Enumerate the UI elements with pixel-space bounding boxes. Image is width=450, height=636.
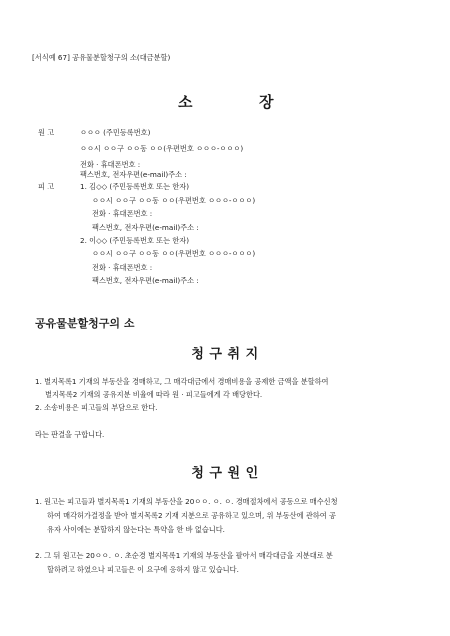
defendant-1-fax-email: 팩스번호, 전자우편(e-mail)주소 :	[92, 223, 199, 232]
claim-purpose-heading: 청 구 취 지	[191, 347, 259, 362]
plaintiff-phone: 전화 · 휴대폰번호 :	[80, 160, 141, 169]
claim-purpose-item-1-line-2: 별지목록2 기재의 공유지분 비율에 따라 원 · 피고들에게 각 배당한다.	[45, 390, 263, 399]
defendant-2-fax-email: 팩스번호, 전자우편(e-mail)주소 :	[92, 276, 199, 285]
defendant-1-phone: 전화 · 휴대폰번호 :	[92, 209, 153, 218]
claim-cause-item-1-line-2: 하여 매각허가결정을 받아 별지목록2 기재 지분으로 공유하고 있으며, 위 부동산에 관하여 공	[47, 511, 336, 520]
defendant-1-address: ㅇㅇ시 ㅇㅇ구 ㅇㅇ동 ㅇㅇ(우편번호 ㅇㅇㅇ-ㅇㅇㅇ)	[92, 196, 256, 205]
claim-cause-item-2-line-1: 2. 그 뒤 원고는 20ㅇㅇ. ㅇ. 초순경 별지목록1 기재의 부동산을 팔아서 매각대금을 지분대로 분	[35, 551, 333, 560]
claim-purpose-item-1-line-1: 1. 별지목록1 기재의 부동산을 경매하고, 그 매각대금에서 경매비용을 공제한 금액을 분할하여	[35, 377, 329, 386]
plaintiff-role-label: 원 고	[38, 128, 55, 137]
claim-purpose-closing: 라는 판결을 구합니다.	[35, 430, 105, 439]
defendant-2-phone: 전화 · 휴대폰번호 :	[92, 263, 153, 272]
defendant-2-name: 2. 이◇◇ (주민등록번호 또는 한자)	[80, 236, 190, 245]
document-title-char-2: 장	[259, 93, 274, 111]
claim-cause-item-2-line-2: 할하려고 하였으나 피고들은 이 요구에 응하지 않고 있습니다.	[47, 565, 239, 574]
document-title-char-1: 소	[178, 93, 193, 111]
defendant-1-name: 1. 김◇◇ (주민등록번호 또는 한자)	[80, 182, 190, 191]
defendant-role-label: 피 고	[38, 182, 55, 191]
plaintiff-fax-email: 팩스번호, 전자우편(e-mail)주소 :	[80, 170, 187, 179]
defendant-2-address: ㅇㅇ시 ㅇㅇ구 ㅇㅇ동 ㅇㅇ(우편번호 ㅇㅇㅇ-ㅇㅇㅇ)	[92, 249, 256, 258]
case-title: 공유물분할청구의 소	[35, 317, 135, 330]
form-label: [서식예 67] 공유물분할청구의 소(대금분할)	[32, 53, 171, 62]
plaintiff-address: ㅇㅇ시 ㅇㅇ구 ㅇㅇ동 ㅇㅇ(우편번호 ㅇㅇㅇ-ㅇㅇㅇ)	[80, 144, 244, 153]
plaintiff-name: ㅇㅇㅇ (주민등록번호)	[80, 128, 151, 137]
claim-cause-heading: 청 구 원 인	[191, 466, 259, 481]
claim-cause-item-1-line-1: 1. 원고는 피고들과 별지목록1 기재의 부동산을 20ㅇㅇ. ㅇ. ㅇ. 경매절차에서 공동으로 매수신청	[35, 497, 338, 506]
claim-cause-item-1-line-3: 유자 사이에는 분할하지 않는다는 특약을 한 바 없습니다.	[47, 525, 225, 534]
claim-purpose-item-2: 2. 소송비용은 피고들의 부담으로 한다.	[35, 403, 158, 412]
